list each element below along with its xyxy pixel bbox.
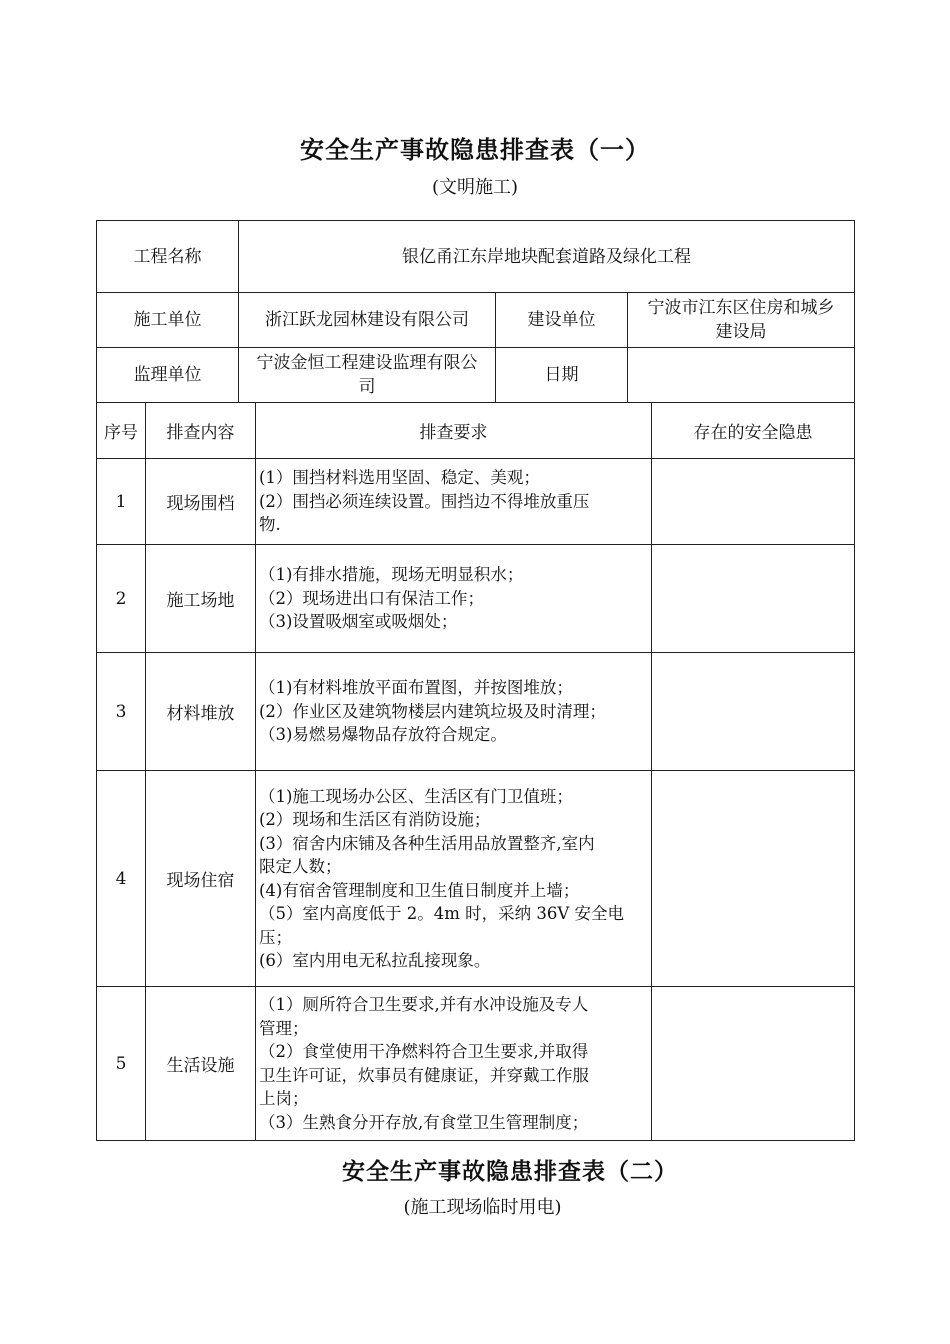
builder-label: 施工单位 xyxy=(97,293,239,348)
date-value xyxy=(628,348,855,403)
row-hazard[interactable] xyxy=(652,987,855,1141)
requirement-line: (2）围挡必须连续设置。围挡边不得堆放重压 xyxy=(259,491,590,511)
requirement-line: （3)设置吸烟室或吸烟处； xyxy=(259,612,458,632)
row-item: 材料堆放 xyxy=(146,653,256,771)
requirement-line: (2）现场和生活区有消防设施； xyxy=(259,810,491,829)
row-requirements xyxy=(256,987,652,1141)
column-header-no: 序号 xyxy=(97,403,146,459)
form-title-1: 安全生产事故隐患排查表（一） xyxy=(300,135,650,164)
date-label: 日期 xyxy=(496,348,628,403)
requirement-line: 限定人数； xyxy=(259,857,342,876)
requirement-line: （1)有排水措施，现场无明显积水； xyxy=(259,565,524,585)
requirement-line: （2）食堂使用干净燃料符合卫生要求,并取得 xyxy=(259,1042,589,1061)
owner-value-line: 建设局 xyxy=(715,322,767,342)
table-row xyxy=(97,459,855,545)
requirement-line: 上岗； xyxy=(259,1089,309,1108)
requirement-line: （2）现场进出口有保洁工作； xyxy=(259,588,484,608)
table-row xyxy=(97,987,855,1141)
owner-value-line: 宁波市江东区住房和城乡 xyxy=(647,298,835,318)
table-header-row xyxy=(97,403,855,459)
table-row xyxy=(97,771,855,987)
row-requirements xyxy=(256,771,652,987)
row-item: 生活设施 xyxy=(146,987,256,1141)
form-subtitle-2: (施工现场临时用电) xyxy=(403,1197,562,1218)
row-requirements xyxy=(256,653,652,771)
row-number: 1 xyxy=(97,459,146,545)
requirement-line: （5）室内高度低于 2。4m 时，采纳 36V 安全电 xyxy=(259,904,625,923)
requirement-line: (6）室内用电无私拉乱接现象。 xyxy=(259,951,491,970)
requirement-line: （1)有材料堆放平面布置图，并按图堆放； xyxy=(259,678,573,698)
row-requirements xyxy=(256,545,652,653)
row-hazard[interactable] xyxy=(652,545,855,653)
requirement-line: (2）作业区及建筑物楼层内建筑垃圾及时清理； xyxy=(259,701,606,721)
row-number: 3 xyxy=(97,653,146,771)
row-requirements xyxy=(256,459,652,545)
requirement-line: 压； xyxy=(259,927,292,947)
table-row xyxy=(97,545,855,653)
inspection-table xyxy=(96,402,855,1141)
owner-label: 建设单位 xyxy=(496,293,628,348)
row-number: 5 xyxy=(97,987,146,1141)
requirement-line: （3)易燃易爆物品存放符合规定。 xyxy=(259,725,507,745)
supervisor-value-line: 宁波金恒工程建设监理有限公 xyxy=(256,353,478,373)
form-title-2: 安全生产事故隐患排查表（二） xyxy=(342,1158,678,1185)
project-name-label: 工程名称 xyxy=(97,221,239,293)
project-name-value: 银亿甬江东岸地块配套道路及绿化工程 xyxy=(239,221,855,293)
table-row xyxy=(97,653,855,771)
column-header-item: 排查内容 xyxy=(146,403,256,459)
owner-value xyxy=(628,293,855,348)
supervisor-label: 监理单位 xyxy=(97,348,239,403)
project-info-table xyxy=(96,220,855,403)
requirement-line: （1）厕所符合卫生要求,并有水冲设施及专人 xyxy=(259,995,589,1014)
requirement-line: (3）宿舍内床铺及各种生活用品放置整齐,室内 xyxy=(259,833,595,853)
row-hazard[interactable] xyxy=(652,771,855,987)
row-item: 现场围档 xyxy=(146,459,256,545)
requirement-line: （3）生熟食分开存放,有食堂卫生管理制度； xyxy=(259,1112,589,1132)
row-item: 施工场地 xyxy=(146,545,256,653)
row-number: 2 xyxy=(97,545,146,653)
requirement-line: 管理； xyxy=(259,1018,309,1038)
row-item: 现场住宿 xyxy=(146,771,256,987)
requirement-line: 卫生许可证，炊事员有健康证，并穿戴工作服 xyxy=(259,1065,589,1085)
form-subtitle-1: (文明施工) xyxy=(431,177,519,198)
requirement-line: 物. xyxy=(259,515,281,535)
requirement-line: (4)有宿舍管理制度和卫生值日制度并上墙； xyxy=(259,880,580,900)
supervisor-value xyxy=(239,348,496,403)
builder-value: 浙江跃龙园林建设有限公司 xyxy=(239,293,496,348)
row-hazard[interactable] xyxy=(652,459,855,545)
requirement-line: （1)施工现场办公区、生活区有门卫值班； xyxy=(259,786,573,806)
row-hazard[interactable] xyxy=(652,653,855,771)
supervisor-value-line: 司 xyxy=(358,377,376,397)
requirement-line: (1）围挡材料选用坚固、稳定、美观； xyxy=(259,468,540,488)
column-header-hazard: 存在的安全隐患 xyxy=(652,403,855,459)
row-number: 4 xyxy=(97,771,146,987)
column-header-requirement: 排查要求 xyxy=(256,403,652,459)
